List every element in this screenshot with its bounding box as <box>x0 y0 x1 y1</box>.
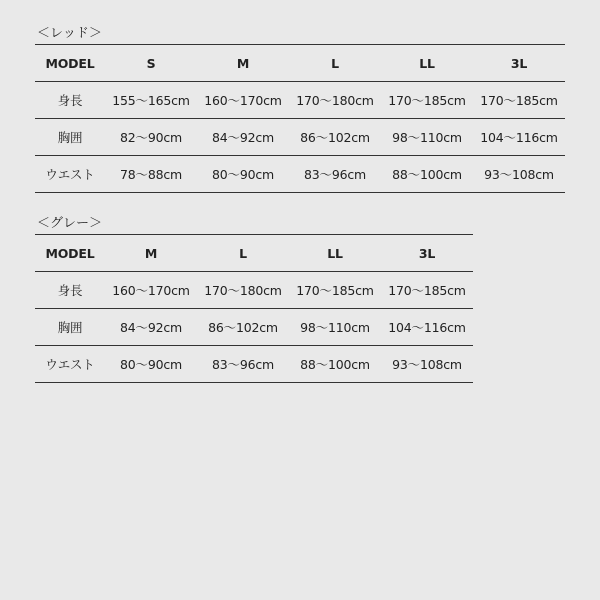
table-cell: 93〜108cm <box>381 346 473 383</box>
table-cell: 98〜110cm <box>289 309 381 346</box>
size-section-red <box>35 26 565 193</box>
table-cell: 160〜170cm <box>105 272 197 309</box>
table-cell: 160〜170cm <box>197 82 289 119</box>
table-cell: 88〜100cm <box>381 156 473 193</box>
table-row <box>35 119 565 156</box>
header-model: MODEL <box>35 45 105 82</box>
table-cell: 78〜88cm <box>105 156 197 193</box>
header-size: 3L <box>381 235 473 272</box>
table-row <box>35 156 565 193</box>
table-cell: 155〜165cm <box>105 82 197 119</box>
header-size: L <box>197 235 289 272</box>
row-label-height: 身長 <box>35 272 105 309</box>
table-row <box>35 82 565 119</box>
row-label-height: 身長 <box>35 82 105 119</box>
table-cell: 83〜96cm <box>289 156 381 193</box>
row-label-chest: 胸囲 <box>35 309 105 346</box>
table-cell: 170〜185cm <box>289 272 381 309</box>
row-label-chest: 胸囲 <box>35 119 105 156</box>
table-cell: 104〜116cm <box>381 309 473 346</box>
header-size: M <box>105 235 197 272</box>
table-row <box>35 272 473 309</box>
table-cell: 170〜180cm <box>197 272 289 309</box>
table-cell: 170〜185cm <box>381 272 473 309</box>
header-size: S <box>105 45 197 82</box>
table-cell: 170〜180cm <box>289 82 381 119</box>
table-cell: 93〜108cm <box>473 156 565 193</box>
table-cell: 80〜90cm <box>197 156 289 193</box>
table-cell: 170〜185cm <box>473 82 565 119</box>
table-cell: 80〜90cm <box>105 346 197 383</box>
header-row <box>35 45 565 82</box>
header-size: LL <box>289 235 381 272</box>
table-cell: 98〜110cm <box>381 119 473 156</box>
row-label-waist: ウエスト <box>35 156 105 193</box>
table-cell: 170〜185cm <box>381 82 473 119</box>
size-table-gray <box>35 234 473 383</box>
table-cell: 82〜90cm <box>105 119 197 156</box>
size-table-red <box>35 44 565 193</box>
table-cell: 88〜100cm <box>289 346 381 383</box>
header-size: 3L <box>473 45 565 82</box>
row-label-waist: ウエスト <box>35 346 105 383</box>
table-row <box>35 346 473 383</box>
size-section-gray <box>35 216 473 383</box>
table-row <box>35 309 473 346</box>
header-size: LL <box>381 45 473 82</box>
section-title-gray: ＜グレー＞ <box>37 216 103 231</box>
table-cell: 84〜92cm <box>197 119 289 156</box>
header-model: MODEL <box>35 235 105 272</box>
table-cell: 83〜96cm <box>197 346 289 383</box>
header-size: L <box>289 45 381 82</box>
table-cell: 86〜102cm <box>197 309 289 346</box>
table-cell: 86〜102cm <box>289 119 381 156</box>
table-cell: 84〜92cm <box>105 309 197 346</box>
table-cell: 104〜116cm <box>473 119 565 156</box>
section-title-red: ＜レッド＞ <box>37 26 102 41</box>
header-size: M <box>197 45 289 82</box>
header-row <box>35 235 473 272</box>
